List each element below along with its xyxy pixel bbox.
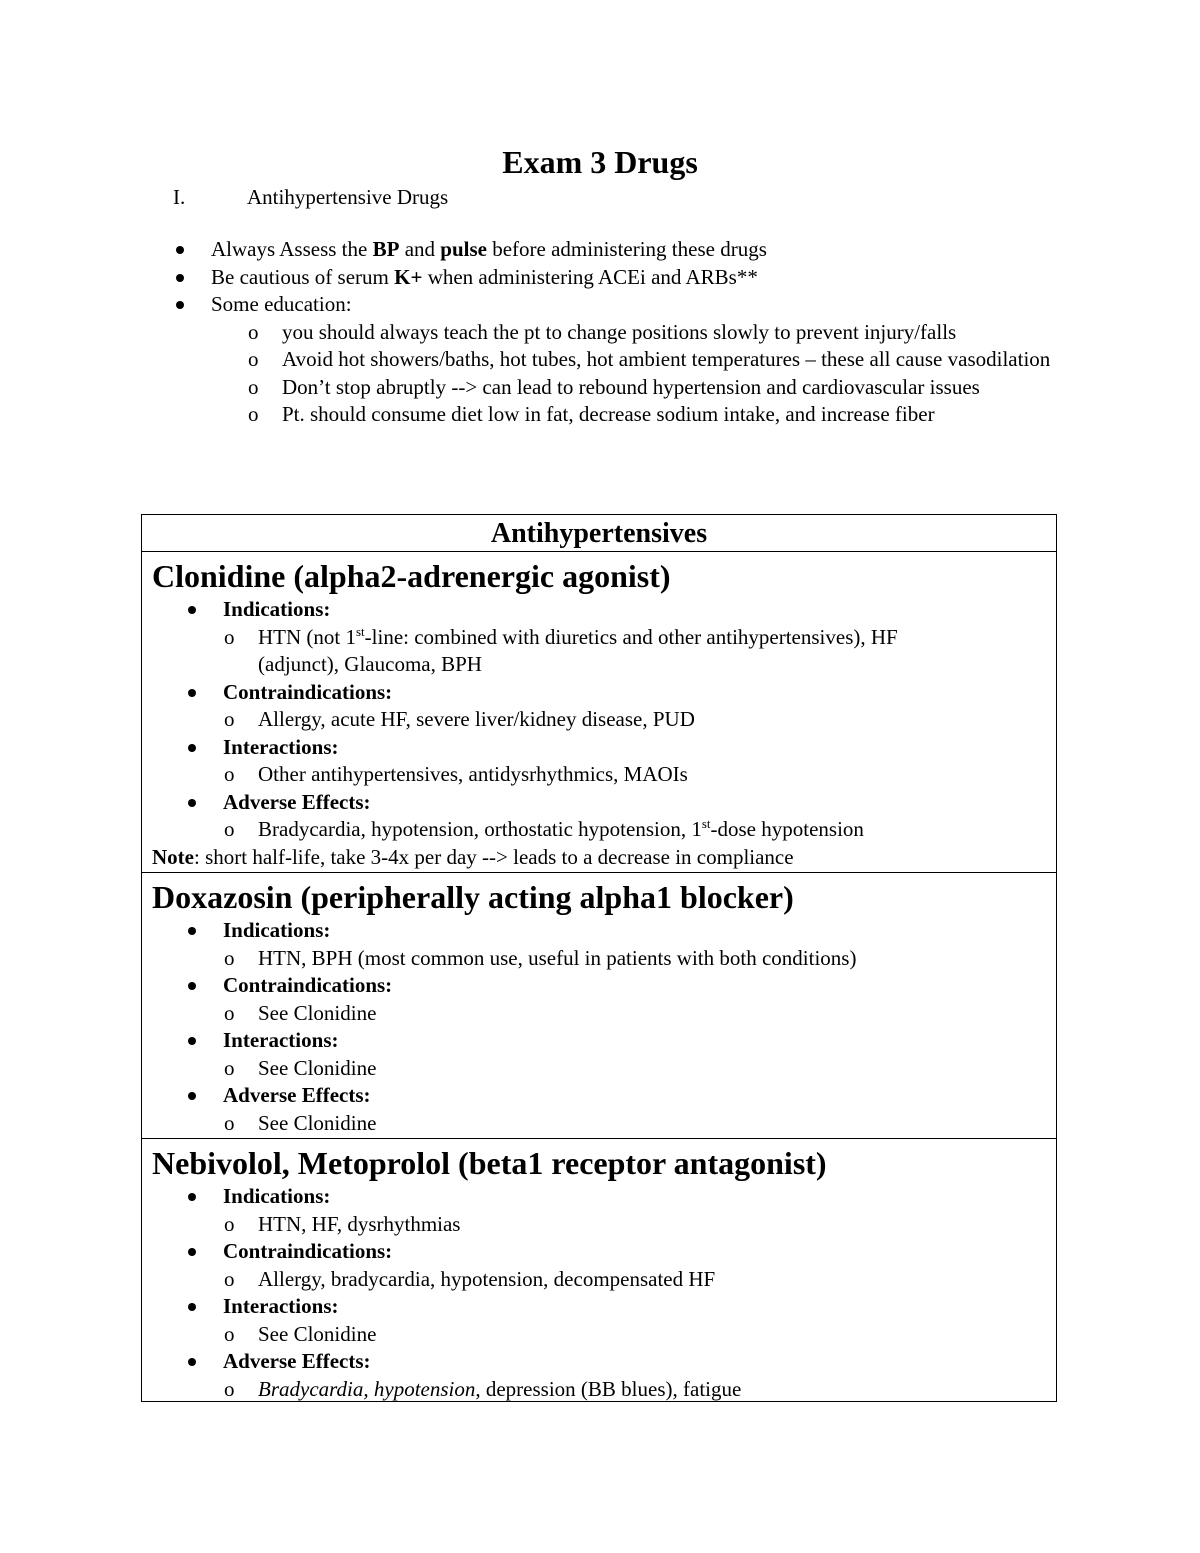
education-item: o Avoid hot showers/baths, hot tubes, hot ambient temperatures – these all cause vasodilation xyxy=(0,346,1052,374)
list-item xyxy=(152,1238,1056,1293)
drug-name: Doxazosin (peripherally acting alpha1 blocker) xyxy=(152,879,794,915)
label: Indications: xyxy=(223,918,331,942)
text: -dose hypotension xyxy=(710,817,864,841)
list-item xyxy=(152,596,1056,679)
list-subitem xyxy=(152,624,978,679)
intro-bullet xyxy=(0,264,1200,292)
list-item xyxy=(152,734,1056,789)
list-subitem: o See Clonidine xyxy=(152,1055,978,1083)
education-item: o Pt. should consume diet low in fat, decrease sodium intake, and increase fiber xyxy=(0,401,1052,429)
section-label: Antihypertensive Drugs xyxy=(247,185,449,209)
bold-bp: BP xyxy=(372,237,400,261)
list-subitem xyxy=(152,816,978,844)
text: before administering these drugs xyxy=(486,237,767,261)
label: Interactions: xyxy=(223,734,339,759)
antihypertensives-table xyxy=(141,514,1057,1402)
italic-text: Bradycardia, hypotension xyxy=(258,1376,476,1401)
text: Always Assess the xyxy=(211,237,373,261)
text: Bradycardia, hypotension, orthostatic hypotension, 1 xyxy=(258,817,702,841)
list-subitem: o See Clonidine xyxy=(152,1110,978,1138)
text: HTN (not 1 xyxy=(258,624,356,649)
list-item xyxy=(152,789,1056,844)
drug-name: Clonidine (alpha2-adrenergic agonist) xyxy=(152,558,671,594)
intro-list xyxy=(0,236,1200,429)
list-subitem xyxy=(152,1376,978,1404)
list-item xyxy=(152,1082,1056,1137)
list-item xyxy=(152,679,1056,734)
label: Interactions: xyxy=(223,1028,339,1052)
list-item xyxy=(152,1348,1056,1403)
note-text: : short half-life, take 3-4x per day --> leads to a decrease in compliance xyxy=(193,844,794,869)
list-item xyxy=(152,917,1056,972)
note-label: Note xyxy=(152,844,194,869)
list-subitem: o Other antihypertensives, antidysrhythmics, MAOIs xyxy=(152,761,978,789)
text: , depression (BB blues), fatigue xyxy=(475,1376,742,1401)
list-item xyxy=(152,1183,1056,1238)
list-subitem: o See Clonidine xyxy=(152,1321,978,1349)
drug-name: Nebivolol, Metoprolol (beta1 receptor antagonist) xyxy=(152,1145,827,1181)
page-title: Exam 3 Drugs xyxy=(502,144,698,180)
note xyxy=(152,844,1056,872)
label: Contraindications: xyxy=(223,973,393,997)
drug-row-doxazosin xyxy=(142,873,1056,1139)
list-subitem: o Allergy, acute HF, severe liver/kidney disease, PUD xyxy=(152,706,978,734)
bold-pulse: pulse xyxy=(440,237,487,261)
list-subitem: o HTN, HF, dysrhythmias xyxy=(152,1211,978,1239)
superscript: st xyxy=(701,816,711,831)
intro-bullet xyxy=(0,291,1200,429)
list-item xyxy=(152,1027,1056,1082)
text: Be cautious of serum xyxy=(211,264,395,289)
label: Adverse Effects: xyxy=(223,1083,371,1107)
text: and xyxy=(399,237,441,261)
text: when administering ACEi and ARBs** xyxy=(422,264,758,289)
superscript: st xyxy=(356,623,365,639)
label: Indications: xyxy=(223,1184,331,1208)
text: Some education: xyxy=(211,292,352,316)
label: Interactions: xyxy=(223,1294,339,1318)
intro-bullet xyxy=(0,236,1200,264)
list-item xyxy=(152,1293,1056,1348)
label: Indications: xyxy=(223,597,331,621)
section-number: I. xyxy=(173,185,186,209)
list-subitem: o HTN, BPH (most common use, useful in patients with both conditions) xyxy=(152,945,978,973)
drug-row-nebivolol xyxy=(142,1139,1056,1403)
list-subitem: o See Clonidine xyxy=(152,1000,978,1028)
label: Contraindications: xyxy=(223,1239,393,1263)
label: Adverse Effects: xyxy=(223,1349,371,1373)
label: Contraindications: xyxy=(223,679,393,704)
list-item xyxy=(152,972,1056,1027)
list-subitem: o Allergy, bradycardia, hypotension, decompensated HF xyxy=(152,1266,978,1294)
drug-row-clonidine xyxy=(142,552,1056,873)
bold-k: K+ xyxy=(394,264,423,289)
education-item: o Don’t stop abruptly --> can lead to rebound hypertension and cardiovascular issues xyxy=(0,374,1052,402)
label: Adverse Effects: xyxy=(223,789,371,814)
table-header: Antihypertensives xyxy=(142,515,1056,552)
education-item: o you should always teach the pt to change positions slowly to prevent injury/falls xyxy=(0,319,1052,347)
text: -line: combined with diuretics and other antihypertensives), HF (adjunct), Glaucoma, BPH xyxy=(258,624,898,676)
